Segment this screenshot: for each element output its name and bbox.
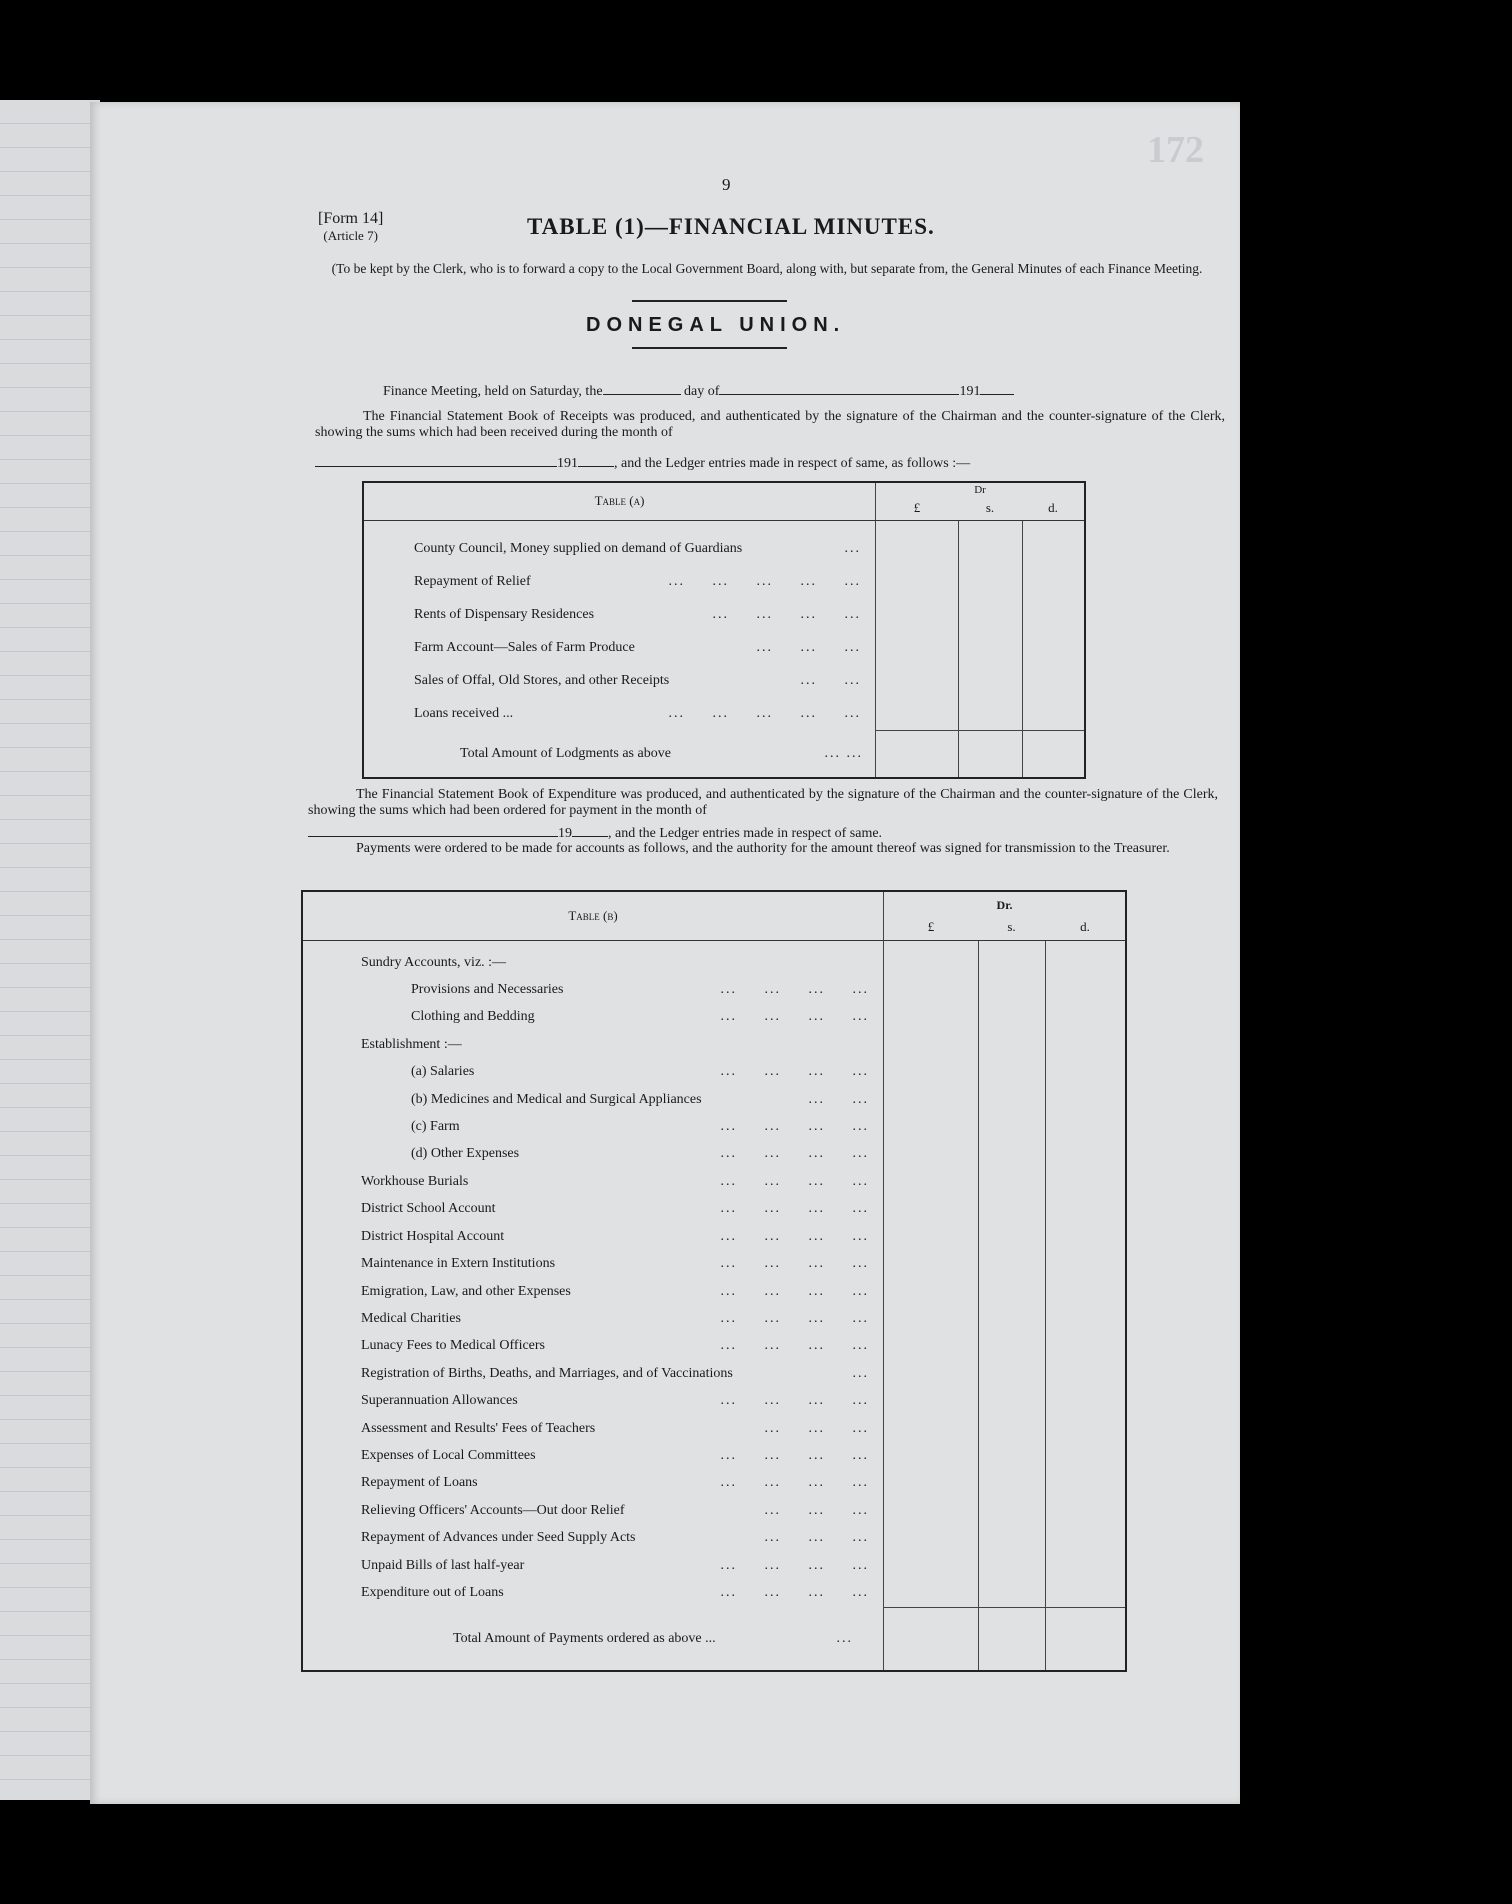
shillings-header: s.	[1007, 919, 1016, 934]
pounds-cell[interactable]	[884, 1525, 979, 1552]
total-pence-cell[interactable]	[1045, 1607, 1126, 1671]
row-label: Emigration, Law, and other Expenses	[361, 1283, 571, 1299]
table-row	[302, 1168, 1126, 1195]
pounds-cell[interactable]	[876, 631, 959, 664]
pence-cell[interactable]	[1023, 520, 1085, 565]
pounds-cell[interactable]	[884, 1196, 979, 1223]
shillings-cell[interactable]	[978, 1415, 1045, 1442]
pence-cell[interactable]	[1045, 1305, 1126, 1332]
row-label: Registration of Births, Deaths, and Marriages, and of Vaccinations	[361, 1365, 733, 1381]
table-a-heading: Table (a)	[363, 482, 876, 520]
day-blank[interactable]	[603, 384, 681, 395]
table-row	[302, 1442, 1126, 1469]
pence-cell[interactable]	[1023, 697, 1085, 730]
pence-cell[interactable]	[1045, 1031, 1126, 1058]
shillings-cell[interactable]	[978, 1250, 1045, 1277]
row-dots: ... ... ... ...	[720, 1256, 869, 1272]
total-shillings-cell[interactable]	[958, 730, 1022, 778]
receipts-paragraph: The Financial Statement Book of Receipts was produced, and authenticated by the signature of the Chairman and the counter-signature of the Clerk, showing the sums which had been received during the month of	[315, 409, 1225, 440]
shillings-cell[interactable]	[958, 598, 1022, 631]
shillings-cell[interactable]	[978, 1388, 1045, 1415]
divider	[632, 347, 787, 349]
table-a	[362, 481, 1086, 779]
table-row	[302, 1525, 1126, 1552]
pence-cell[interactable]	[1045, 976, 1126, 1003]
row-dots: ... ... ... ...	[720, 1009, 869, 1025]
table-b-dr: Dr.	[996, 898, 1013, 912]
row-label: Maintenance in Extern Institutions	[361, 1256, 556, 1272]
table-row	[302, 1470, 1126, 1497]
shillings-cell[interactable]	[978, 1552, 1045, 1579]
form-label: [Form 14]	[318, 210, 384, 227]
pounds-cell[interactable]	[884, 1415, 979, 1442]
row-dots: ... ... ... ...	[720, 1557, 869, 1573]
pounds-cell[interactable]	[884, 1250, 979, 1277]
pounds-cell[interactable]	[876, 520, 959, 565]
shillings-cell[interactable]	[978, 1141, 1045, 1168]
pence-cell[interactable]	[1045, 1442, 1126, 1469]
pounds-cell[interactable]	[884, 1031, 979, 1058]
pence-cell[interactable]	[1045, 1388, 1126, 1415]
table-row	[302, 1415, 1126, 1442]
table-row	[302, 1223, 1126, 1250]
row-label: Repayment of Advances under Seed Supply Acts	[361, 1530, 636, 1546]
union-name: DONEGAL UNION.	[586, 314, 846, 336]
pence-cell[interactable]	[1045, 1196, 1126, 1223]
row-label: Establishment :—	[361, 1036, 462, 1052]
meeting-line: Finance Meeting, held on Saturday, the day of 191	[383, 384, 1183, 400]
row-dots: ... ... ...	[756, 639, 861, 655]
total-pounds-cell[interactable]	[876, 730, 959, 778]
row-dots: ... ... ... ...	[720, 1283, 869, 1299]
row-label: Provisions and Necessaries	[411, 981, 564, 997]
table-b	[301, 890, 1127, 1672]
table-row	[302, 1058, 1126, 1085]
pounds-header: £	[913, 500, 921, 516]
shillings-cell[interactable]	[978, 1360, 1045, 1387]
pounds-cell[interactable]	[884, 1223, 979, 1250]
shillings-cell[interactable]	[978, 1579, 1045, 1607]
row-dots: ... ... ... ...	[720, 1146, 869, 1162]
table-row	[302, 1360, 1126, 1387]
pence-cell[interactable]	[1045, 1360, 1126, 1387]
table-row	[302, 1196, 1126, 1223]
shillings-cell[interactable]	[978, 1470, 1045, 1497]
pounds-cell[interactable]	[876, 565, 959, 598]
row-label: Superannuation Allowances	[361, 1393, 518, 1409]
table-row	[302, 1552, 1126, 1579]
pounds-cell[interactable]	[884, 1305, 979, 1332]
page-stamp: 172	[1147, 129, 1204, 171]
row-dots: ... ...	[800, 672, 861, 688]
payments-paragraph: Payments were ordered to be made for accounts as follows, and the authority for the amount thereof was signed for transmission to the Treasurer.	[356, 841, 1170, 856]
pence-cell[interactable]	[1045, 1525, 1126, 1552]
table-row	[363, 565, 1085, 598]
shillings-cell[interactable]	[978, 1442, 1045, 1469]
pounds-cell[interactable]	[876, 598, 959, 631]
shillings-cell[interactable]	[978, 1196, 1045, 1223]
row-label: Workhouse Burials	[361, 1173, 469, 1189]
table-row	[302, 1141, 1126, 1168]
row-label: Assessment and Results' Fees of Teachers	[361, 1420, 596, 1436]
table-b-heading: Table (b)	[302, 891, 884, 941]
row-dots: ... ... ... ...	[720, 1201, 869, 1217]
month-blank[interactable]	[719, 384, 959, 395]
row-label: Repayment of Loans	[361, 1475, 478, 1491]
clerk-note: (To be kept by the Clerk, who is to forward a copy to the Local Government Board, along with, but separate from, the General Minutes of each Finance Meeting.	[331, 261, 1203, 276]
row-dots: ... ... ... ...	[720, 1393, 869, 1409]
pence-cell[interactable]	[1045, 1113, 1126, 1140]
pence-cell[interactable]	[1045, 1333, 1126, 1360]
table-row	[363, 520, 1085, 565]
pounds-cell[interactable]	[884, 1333, 979, 1360]
article-label: (Article 7)	[323, 228, 378, 243]
table-a-total-dots: ... ...	[824, 745, 863, 761]
year-blank[interactable]	[980, 384, 1014, 395]
shillings-cell[interactable]	[978, 1278, 1045, 1305]
table-row	[363, 664, 1085, 697]
pence-cell[interactable]	[1045, 1278, 1126, 1305]
pence-cell[interactable]	[1045, 941, 1126, 977]
pence-cell[interactable]	[1045, 1250, 1126, 1277]
pounds-cell[interactable]	[884, 1388, 979, 1415]
divider	[632, 300, 787, 302]
table-row	[302, 941, 1126, 977]
table-row	[302, 1250, 1126, 1277]
row-dots: ... ... ... ... ...	[668, 705, 861, 721]
row-dots: ... ... ... ...	[720, 1310, 869, 1326]
shillings-cell[interactable]	[978, 1113, 1045, 1140]
table-row	[302, 1086, 1126, 1113]
pounds-cell[interactable]	[884, 1278, 979, 1305]
pounds-cell[interactable]	[884, 1113, 979, 1140]
row-label: Loans received ...	[414, 705, 514, 721]
row-dots: ... ... ... ...	[712, 606, 861, 622]
pounds-cell[interactable]	[884, 1168, 979, 1195]
row-dots: ... ... ... ...	[720, 1585, 869, 1601]
table-row	[302, 1388, 1126, 1415]
document-page	[90, 102, 1240, 1804]
pounds-cell[interactable]	[884, 1442, 979, 1469]
row-label: (d) Other Expenses	[411, 1146, 520, 1162]
shillings-cell[interactable]	[978, 1497, 1045, 1524]
row-dots: ... ... ...	[764, 1530, 869, 1546]
pence-cell[interactable]	[1045, 1579, 1126, 1607]
shillings-cell[interactable]	[958, 565, 1022, 598]
table-row	[363, 631, 1085, 664]
pounds-cell[interactable]	[884, 1004, 979, 1031]
shillings-cell[interactable]	[978, 1004, 1045, 1031]
pence-cell[interactable]	[1045, 1141, 1126, 1168]
pounds-cell[interactable]	[876, 664, 959, 697]
table-row	[363, 697, 1085, 730]
pounds-cell[interactable]	[884, 976, 979, 1003]
pounds-cell[interactable]	[884, 1141, 979, 1168]
pence-cell[interactable]	[1045, 1497, 1126, 1524]
row-dots: ... ... ... ...	[720, 1118, 869, 1134]
shillings-cell[interactable]	[978, 1223, 1045, 1250]
row-label: (c) Farm	[411, 1118, 460, 1134]
total-pounds-cell[interactable]	[884, 1607, 979, 1671]
shillings-cell[interactable]	[978, 976, 1045, 1003]
shillings-cell[interactable]	[978, 1525, 1045, 1552]
row-label: Medical Charities	[361, 1310, 461, 1326]
pence-header: d.	[1080, 919, 1090, 934]
row-label: Repayment of Relief	[414, 573, 531, 589]
pence-cell[interactable]	[1023, 598, 1085, 631]
row-dots: ... ... ...	[764, 1420, 869, 1436]
table-a-total-label: Total Amount of Lodgments as above	[460, 745, 671, 761]
row-dots: ... ... ... ...	[720, 1064, 869, 1080]
row-dots: ... ... ... ...	[720, 981, 869, 997]
shillings-cell[interactable]	[978, 1058, 1045, 1085]
shillings-cell[interactable]	[958, 631, 1022, 664]
pounds-header: £	[927, 919, 935, 934]
pounds-cell[interactable]	[876, 697, 959, 730]
pence-cell[interactable]	[1045, 1470, 1126, 1497]
pence-cell[interactable]	[1045, 1223, 1126, 1250]
pence-cell[interactable]	[1045, 1415, 1126, 1442]
row-label: Lunacy Fees to Medical Officers	[361, 1338, 546, 1354]
row-dots: ... ... ... ...	[720, 1173, 869, 1189]
shillings-cell[interactable]	[978, 1333, 1045, 1360]
table-row	[302, 1333, 1126, 1360]
pounds-cell[interactable]	[884, 1058, 979, 1085]
shillings-cell[interactable]	[958, 697, 1022, 730]
row-label: District Hospital Account	[361, 1228, 505, 1244]
row-label: Sales of Offal, Old Stores, and other Receipts	[414, 672, 670, 688]
row-label: (a) Salaries	[411, 1064, 475, 1080]
table-row	[302, 1579, 1126, 1607]
row-label: District School Account	[361, 1201, 496, 1217]
receipts-tail: 191 , and the Ledger entries made in respect of same, as follows :—	[315, 456, 1225, 472]
total-pence-cell[interactable]	[1023, 730, 1085, 778]
row-dots: ... ... ... ... ...	[668, 573, 861, 589]
shillings-cell[interactable]	[958, 664, 1022, 697]
shillings-cell[interactable]	[978, 941, 1045, 977]
table-row	[302, 1004, 1126, 1031]
row-label: Expenditure out of Loans	[361, 1585, 504, 1601]
row-label: Farm Account—Sales of Farm Produce	[414, 639, 635, 655]
pence-cell[interactable]	[1045, 1086, 1126, 1113]
pence-header: d.	[1048, 500, 1058, 516]
pounds-cell[interactable]	[884, 1470, 979, 1497]
row-dots: ... ... ... ...	[720, 1338, 869, 1354]
row-label: County Council, Money supplied on demand of Guardians	[414, 540, 743, 556]
table-row	[302, 1497, 1126, 1524]
row-label: Sundry Accounts, viz. :—	[361, 954, 507, 970]
pence-cell[interactable]	[1045, 1004, 1126, 1031]
pence-cell[interactable]	[1023, 631, 1085, 664]
shillings-cell[interactable]	[978, 1305, 1045, 1332]
row-dots: ... ... ... ...	[720, 1448, 869, 1464]
table-row	[302, 1113, 1126, 1140]
page-title: TABLE (1)—FINANCIAL MINUTES.	[527, 214, 935, 239]
pounds-cell[interactable]	[884, 941, 979, 977]
total-shillings-cell[interactable]	[978, 1607, 1045, 1671]
expenditure-paragraph: The Financial Statement Book of Expenditure was produced, and authenticated by the signature of the Chairman and the counter-signature of the Clerk, showing the sums which had been ordered for payment in the month of	[308, 787, 1218, 818]
shillings-cell[interactable]	[978, 1086, 1045, 1113]
form-reference	[318, 210, 383, 244]
receipts-month-blank[interactable]	[315, 456, 557, 467]
pence-cell[interactable]	[1045, 1552, 1126, 1579]
table-row	[302, 976, 1126, 1003]
left-facing-page	[0, 100, 100, 1800]
row-label: Expenses of Local Committees	[361, 1448, 536, 1464]
pounds-cell[interactable]	[884, 1497, 979, 1524]
pence-cell[interactable]	[1023, 565, 1085, 598]
pounds-cell[interactable]	[884, 1552, 979, 1579]
table-a-dr: Dr	[974, 484, 986, 496]
table-row	[363, 598, 1085, 631]
shillings-header: s.	[985, 500, 995, 516]
table-row	[302, 1278, 1126, 1305]
pounds-cell[interactable]	[884, 1579, 979, 1607]
table-b-total-label: Total Amount of Payments ordered as above ...	[453, 1630, 716, 1646]
row-dots: ... ... ... ...	[720, 1475, 869, 1491]
pence-cell[interactable]	[1045, 1058, 1126, 1085]
pounds-cell[interactable]	[884, 1086, 979, 1113]
row-label: Relieving Officers' Accounts—Out door Relief	[361, 1502, 625, 1518]
row-label: Clothing and Bedding	[411, 1009, 535, 1025]
row-dots: ... ... ...	[764, 1502, 869, 1518]
expenditure-month-blank[interactable]	[308, 826, 558, 837]
table-b-total-dots: ...	[836, 1630, 853, 1646]
receipts-year-blank[interactable]	[578, 456, 614, 467]
row-dots: ... ... ... ...	[720, 1228, 869, 1244]
shillings-cell[interactable]	[958, 520, 1022, 565]
page-number: 9	[722, 175, 731, 194]
row-label: Rents of Dispensary Residences	[414, 606, 595, 622]
row-label: Unpaid Bills of last half-year	[361, 1557, 525, 1573]
expenditure-year-blank[interactable]	[572, 826, 608, 837]
table-row	[302, 1305, 1126, 1332]
shillings-cell[interactable]	[978, 1168, 1045, 1195]
row-label: (b) Medicines and Medical and Surgical Appliances	[411, 1091, 702, 1107]
row-dots: ...	[844, 540, 861, 556]
pence-cell[interactable]	[1045, 1168, 1126, 1195]
shillings-cell[interactable]	[978, 1031, 1045, 1058]
row-dots: ...	[852, 1365, 869, 1381]
pounds-cell[interactable]	[884, 1360, 979, 1387]
expenditure-tail: 19 , and the Ledger entries made in respect of same.	[308, 826, 1218, 842]
row-dots: ... ...	[808, 1091, 869, 1107]
pence-cell[interactable]	[1023, 664, 1085, 697]
table-row	[302, 1031, 1126, 1058]
